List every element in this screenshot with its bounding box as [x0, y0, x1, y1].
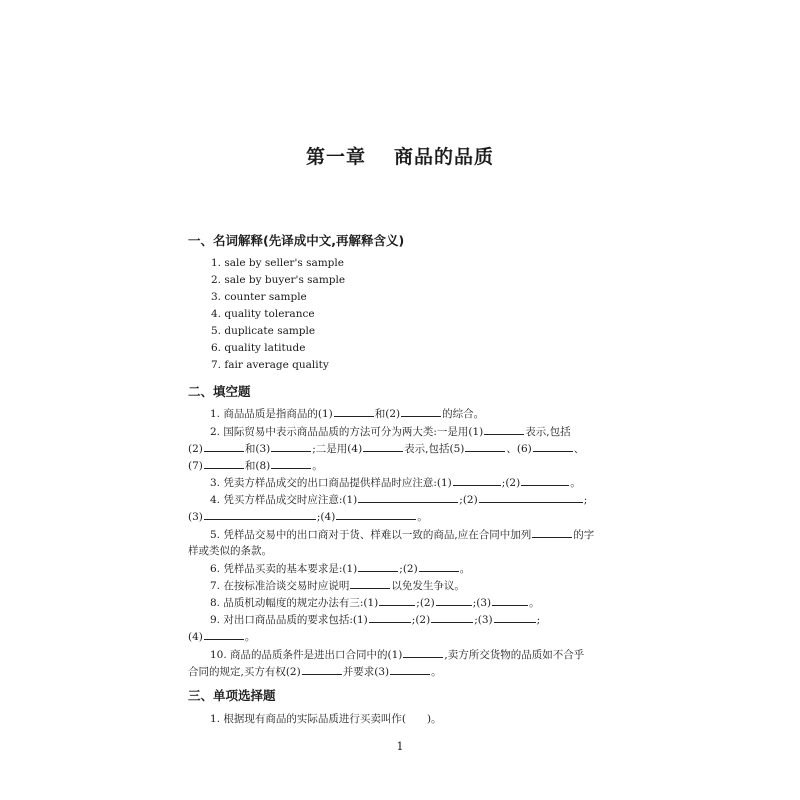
term-item: 7. fair average quality [211, 359, 329, 371]
answer-blank[interactable] [350, 578, 390, 589]
answer-blank[interactable] [494, 612, 536, 623]
answer-blank[interactable] [465, 441, 505, 452]
answer-blank[interactable] [453, 475, 501, 486]
question-5: 5. 凭样品交易中的出口商对于货、样难以一致的商品,应在合同中加列 的字 [210, 529, 595, 541]
answer-blank[interactable] [358, 561, 398, 572]
answer-blank[interactable] [204, 629, 244, 640]
answer-blank[interactable] [204, 441, 244, 452]
answer-blank[interactable] [479, 492, 583, 503]
answer-blank[interactable] [390, 664, 430, 675]
question-6: 6. 凭样品买卖的基本要求是:(1) ;(2) 。 [210, 563, 471, 575]
choice-question-1: 1. 根据现有商品的实际品质进行买卖叫作( )。 [210, 713, 442, 725]
chapter-title [0, 142, 800, 169]
question-4-line-2: (3) ;(4) 。 [188, 511, 428, 523]
question-10: 10. 商品的品质条件是进出口合同中的(1) ,卖方所交货物的品质如不合乎 [210, 649, 585, 661]
section-heading-multiple-choice: 三、单项选择题 [188, 688, 276, 703]
answer-blank[interactable] [419, 561, 459, 572]
section-heading-terms: 一、名词解释(先译成中文,再解释含义) [188, 233, 405, 248]
answer-blank[interactable] [363, 441, 403, 452]
answer-blank[interactable] [521, 475, 569, 486]
question-3: 3. 凭卖方样品成交的出口商品提供样品时应注意:(1) ;(2) 。 [210, 477, 581, 489]
question-5-line-2: 样或类似的条款。 [188, 545, 272, 557]
answer-blank[interactable] [369, 612, 411, 623]
chapter-number: 第一章 [305, 146, 366, 168]
answer-blank[interactable] [302, 664, 342, 675]
answer-blank[interactable] [271, 458, 311, 469]
question-7: 7. 在按标准洽谈交易时应说明 以免发生争议。 [210, 580, 465, 592]
answer-blank[interactable] [401, 406, 441, 417]
question-2-line-2: (2) 和(3) ;二是用(4) 表示,包括(5) 、(6) 、 [188, 443, 585, 455]
answer-blank[interactable] [358, 492, 458, 503]
term-item: 5. duplicate sample [211, 325, 316, 337]
question-2: 2. 国际贸易中表示商品品质的方法可分为两大类:一是用(1) 表示,包括 [210, 426, 571, 438]
answer-blank[interactable] [533, 441, 573, 452]
question-9-line-2: (4) 。 [188, 631, 256, 643]
answer-blank[interactable] [484, 424, 524, 435]
term-item: 6. quality latitude [211, 342, 306, 354]
answer-blank[interactable] [403, 647, 443, 658]
question-1: 1. 商品品质是指商品的(1) 和(2) 的综合。 [210, 408, 485, 420]
answer-blank[interactable] [336, 509, 416, 520]
question-4: 4. 凭买方样品成交时应注意:(1) ;(2) ; [210, 494, 588, 506]
answer-blank[interactable] [204, 509, 316, 520]
chapter-name: 商品的品质 [394, 146, 495, 168]
question-2-line-3: (7) 和(8) 。 [188, 460, 323, 472]
term-item: 4. quality tolerance [211, 308, 315, 320]
page-number: 1 [396, 740, 404, 753]
answer-blank[interactable] [204, 458, 244, 469]
question-10-line-2: 合同的规定,买方有权(2) 并要求(3) 。 [188, 666, 442, 678]
answer-blank[interactable] [436, 595, 472, 606]
answer-blank[interactable] [492, 595, 528, 606]
answer-blank[interactable] [532, 527, 572, 538]
section-heading-fill-in: 二、填空题 [188, 384, 251, 399]
term-item: 2. sale by buyer's sample [211, 274, 346, 286]
answer-blank[interactable] [431, 612, 473, 623]
term-item: 1. sale by seller's sample [211, 257, 344, 269]
question-8: 8. 品质机动幅度的规定办法有三:(1) ;(2) ;(3) 。 [210, 597, 540, 609]
answer-blank[interactable] [379, 595, 415, 606]
answer-blank[interactable] [271, 441, 311, 452]
answer-blank[interactable] [334, 406, 374, 417]
term-item: 3. counter sample [211, 291, 307, 303]
question-9: 9. 对出口商品品质的要求包括:(1) ;(2) ;(3) ; [210, 614, 541, 626]
